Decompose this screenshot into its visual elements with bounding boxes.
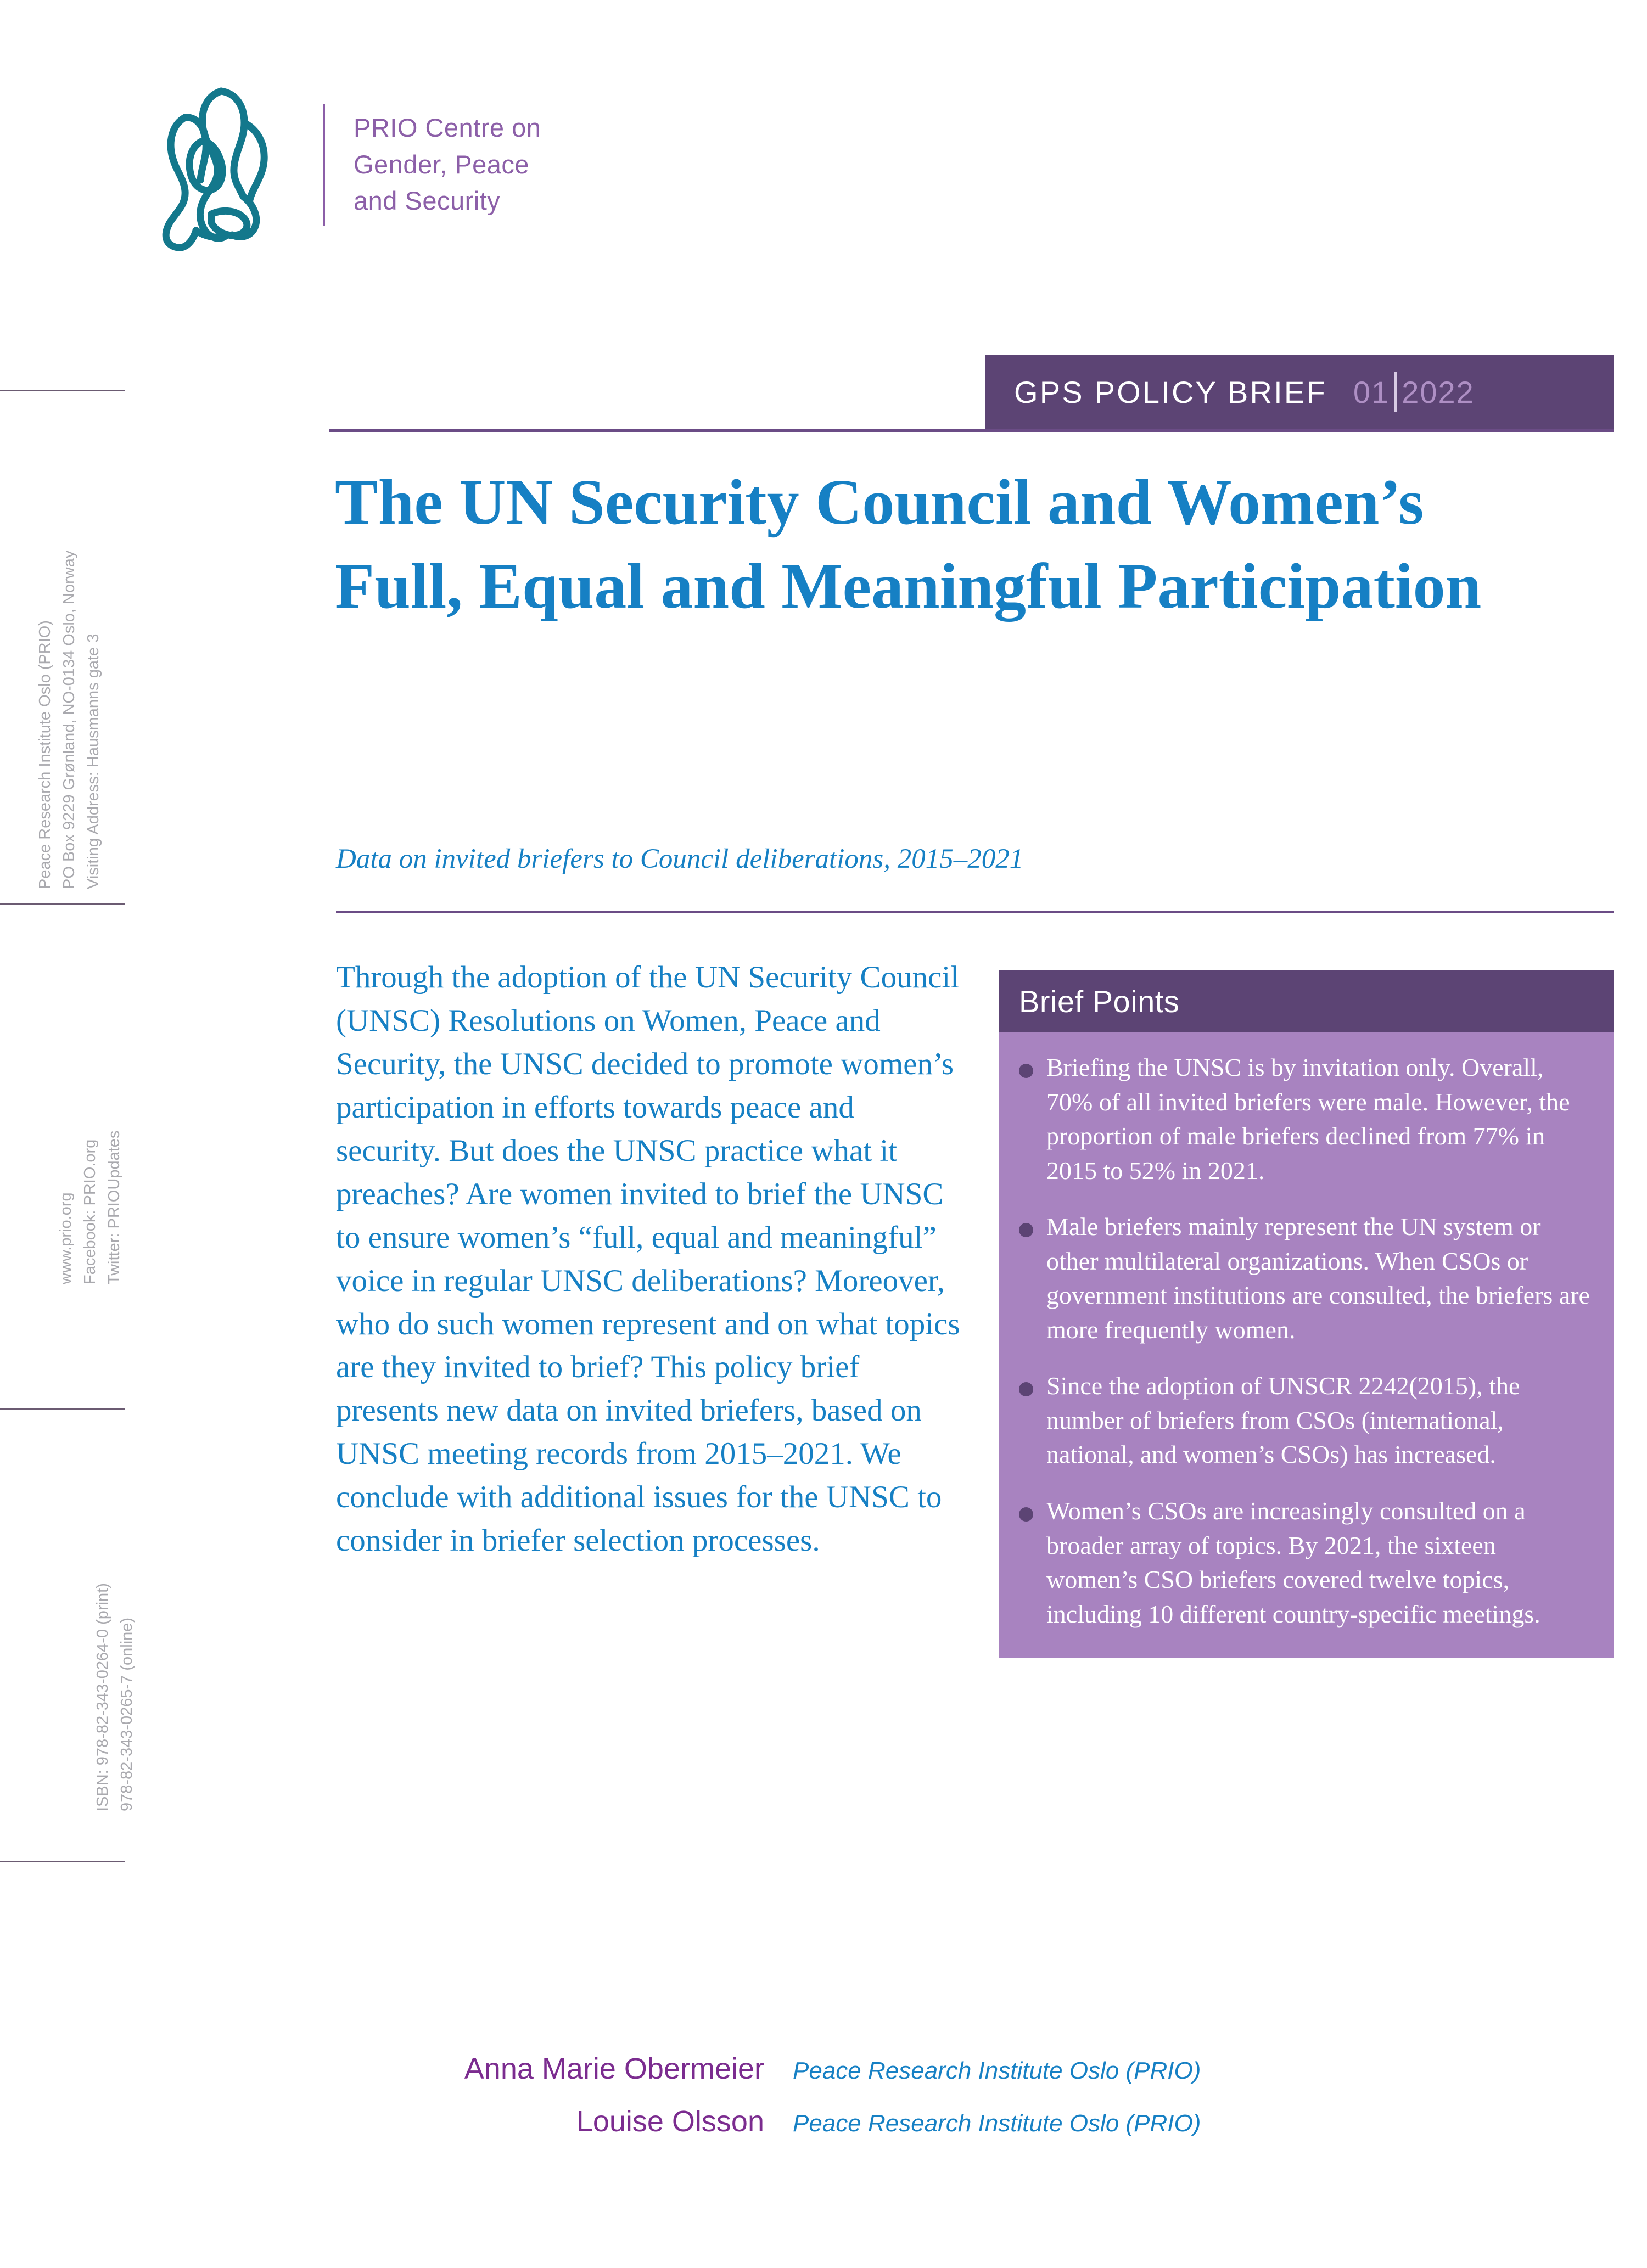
prio-logo [156,77,640,252]
banner-title: GPS POLICY BRIEF [1014,374,1327,409]
sidebar-divider-3 [0,1408,125,1410]
bullet-dot-icon [1019,1223,1033,1237]
bullet-dot-icon [1019,1064,1033,1078]
brief-point-text: Briefing the UNSC is by invitation only. Overall, 70% of all invited briefers were male. However, the proportion of male briefers declined from 77% in 2015 to 52% in 2021. [1046,1053,1570,1184]
list-item [1019,1051,1590,1188]
logo-wordmark [354,110,541,220]
sidebar-isbn-block [91,1583,139,1811]
logo-line-3: and Security [354,186,501,216]
brief-points-body [999,1032,1614,1658]
header-rule [329,429,1614,432]
sidebar-isbn-online: 978-82-343-0265-7 (online) [118,1617,136,1811]
logo-line-2: Gender, Peace [354,149,530,179]
title-divider [336,911,1614,913]
brief-point-text: Women’s CSOs are increasingly consulted on a broader array of topics. By 2021, the sixteen women’s CSO briefers covered twelve topics, including 10 different country-specific meetings. [1046,1497,1540,1628]
banner-separator-icon [1394,372,1397,412]
author-name: Anna Marie Obermeier [464,2052,764,2085]
author-affiliation: Peace Research Institute Oslo (PRIO) [793,2057,1201,2084]
sidebar-address-block [33,395,105,889]
author-affiliation: Peace Research Institute Oslo (PRIO) [793,2110,1201,2137]
logo-line-1: PRIO Centre on [354,113,541,142]
list-item [1019,1210,1590,1347]
sidebar-website[interactable]: www.prio.org [57,1192,75,1284]
bullet-dot-icon [1019,1382,1033,1396]
list-item [1019,1494,1590,1631]
brief-points-header [999,970,1614,1032]
logo-divider [323,104,325,226]
author-name: Louise Olsson [576,2105,764,2138]
banner-issue [1353,372,1475,412]
sidebar-address-line-2: PO Box 9229 Grønland, NO-0134 Oslo, Norway [60,550,79,889]
sidebar-divider-1 [0,390,125,391]
brief-points-box [999,970,1614,1658]
bullet-dot-icon [1019,1507,1033,1522]
authors-section [336,2052,1614,2157]
sidebar-isbn-print: ISBN: 978-82-343-0264-0 (print) [94,1583,111,1811]
sidebar-address-line-3: Visiting Address: Hausmanns gate 3 [85,633,103,889]
prio-abstract-figures-icon [156,77,307,252]
sidebar-facebook[interactable]: Facebook: PRIO.org [81,1139,99,1284]
page-subtitle: Data on invited briefers to Council deliberations, 2015–2021 [336,844,1024,874]
sidebar-web-block [54,1131,126,1284]
sidebar-divider-2 [0,903,125,905]
author-row [336,2104,1614,2138]
page-title: The UN Security Council and Women’s Full, Equal and Meaningful Participation [335,466,1482,622]
brief-points-heading: Brief Points [1019,984,1180,1019]
sidebar-address-line-1: Peace Research Institute Oslo (PRIO) [36,620,54,889]
brief-point-text: Male briefers mainly represent the UN system or other multilateral organizations. When CSOs or government institutions are consulted, the briefers are more frequently women. [1046,1212,1590,1344]
sidebar-divider-4 [0,1861,125,1862]
banner-issue-number: 01 [1353,374,1390,409]
brief-point-text: Since the adoption of UNSCR 2242(2015), the number of briefers from CSOs (international, national, and women’s CSOs) has increased. [1046,1372,1520,1469]
left-sidebar [0,0,165,2268]
gps-policy-brief-banner [985,355,1614,429]
banner-year: 2022 [1402,374,1475,409]
list-item [1019,1369,1590,1472]
author-row [336,2052,1614,2086]
intro-paragraph: Through the adoption of the UN Security Council (UNSC) Resolutions on Women, Peace and Security, the UNSC decided to promote women’s participation in efforts towards peace and security. But does the UNSC practice what it preaches? Are women invited to brief the UNSC to ensure women’s “full, equal and meaningful” voice in regular UNSC deliberations? Moreover, who do such women represent and on what topics are they invited to brief? This policy brief presents new data on invited briefers, based on UNSC meeting records from 2015–2021. We conclude with additional issues for the UNSC to consider in briefer selection processes. [336,960,960,1558]
sidebar-twitter[interactable]: Twitter: PRIOUpdates [105,1130,124,1284]
